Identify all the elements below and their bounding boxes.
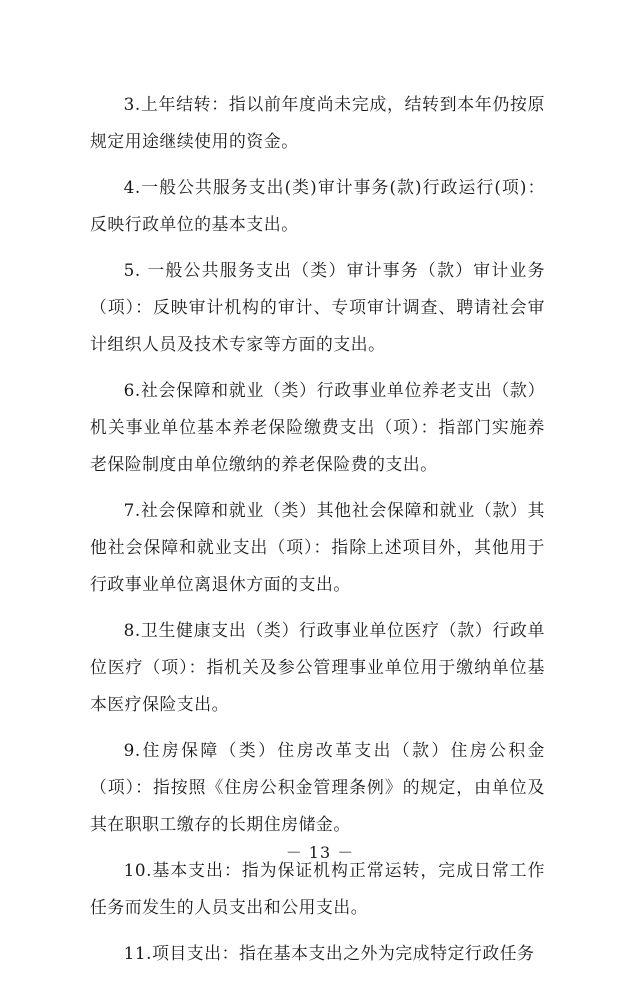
paragraph-3-prior-year-carryover: 3.上年结转：指以前年度尚未完成，结转到本年仍按原规定用途继续使用的资金。 (90, 94, 545, 151)
paragraph-7-other-social-security: 7.社会保障和就业（类）其他社会保障和就业（款）其他社会保障和就业支出（项）：指除上述项目外，其他用于行政事业单位离退休方面的支出。 (90, 500, 545, 594)
paragraph-8-medical-insurance: 8.卫生健康支出（类）行政事业单位医疗（款）行政单位医疗（项）：指机关及参公管理事业单位用于缴纳单位基本医疗保险支出。 (90, 620, 545, 714)
paragraph-10-basic-expenditure: 10.基本支出：指为保证机构正常运转，完成日常工作任务而发生的人员支出和公用支出。 (90, 860, 545, 917)
page-number: － 13 － (285, 843, 355, 862)
paragraph-9-housing-fund: 9.住房保障（类）住房改革支出（款）住房公积金（项）：指按照《住房公积金管理条例》的规定，由单位及其在职职工缴存的长期住房储金。 (90, 740, 545, 834)
paragraph-6-pension-contribution: 6.社会保障和就业（类）行政事业单位养老支出（款）机关事业单位基本养老保险缴费支出（项）：指部门实施养老保险制度由单位缴纳的养老保险费的支出。 (90, 380, 545, 474)
paragraph-5-audit-business: 5. 一般公共服务支出（类）审计事务（款）审计业务（项）：反映审计机构的审计、专项审计调查、聘请社会审计组织人员及技术专家等方面的支出。 (90, 260, 545, 354)
paragraph-4-audit-administration: 4.一般公共服务支出(类)审计事务(款)行政运行(项)：反映行政单位的基本支出。 (90, 177, 545, 234)
paragraph-11-project-expenditure: 11.项目支出：指在基本支出之外为完成特定行政任务 (123, 943, 535, 963)
